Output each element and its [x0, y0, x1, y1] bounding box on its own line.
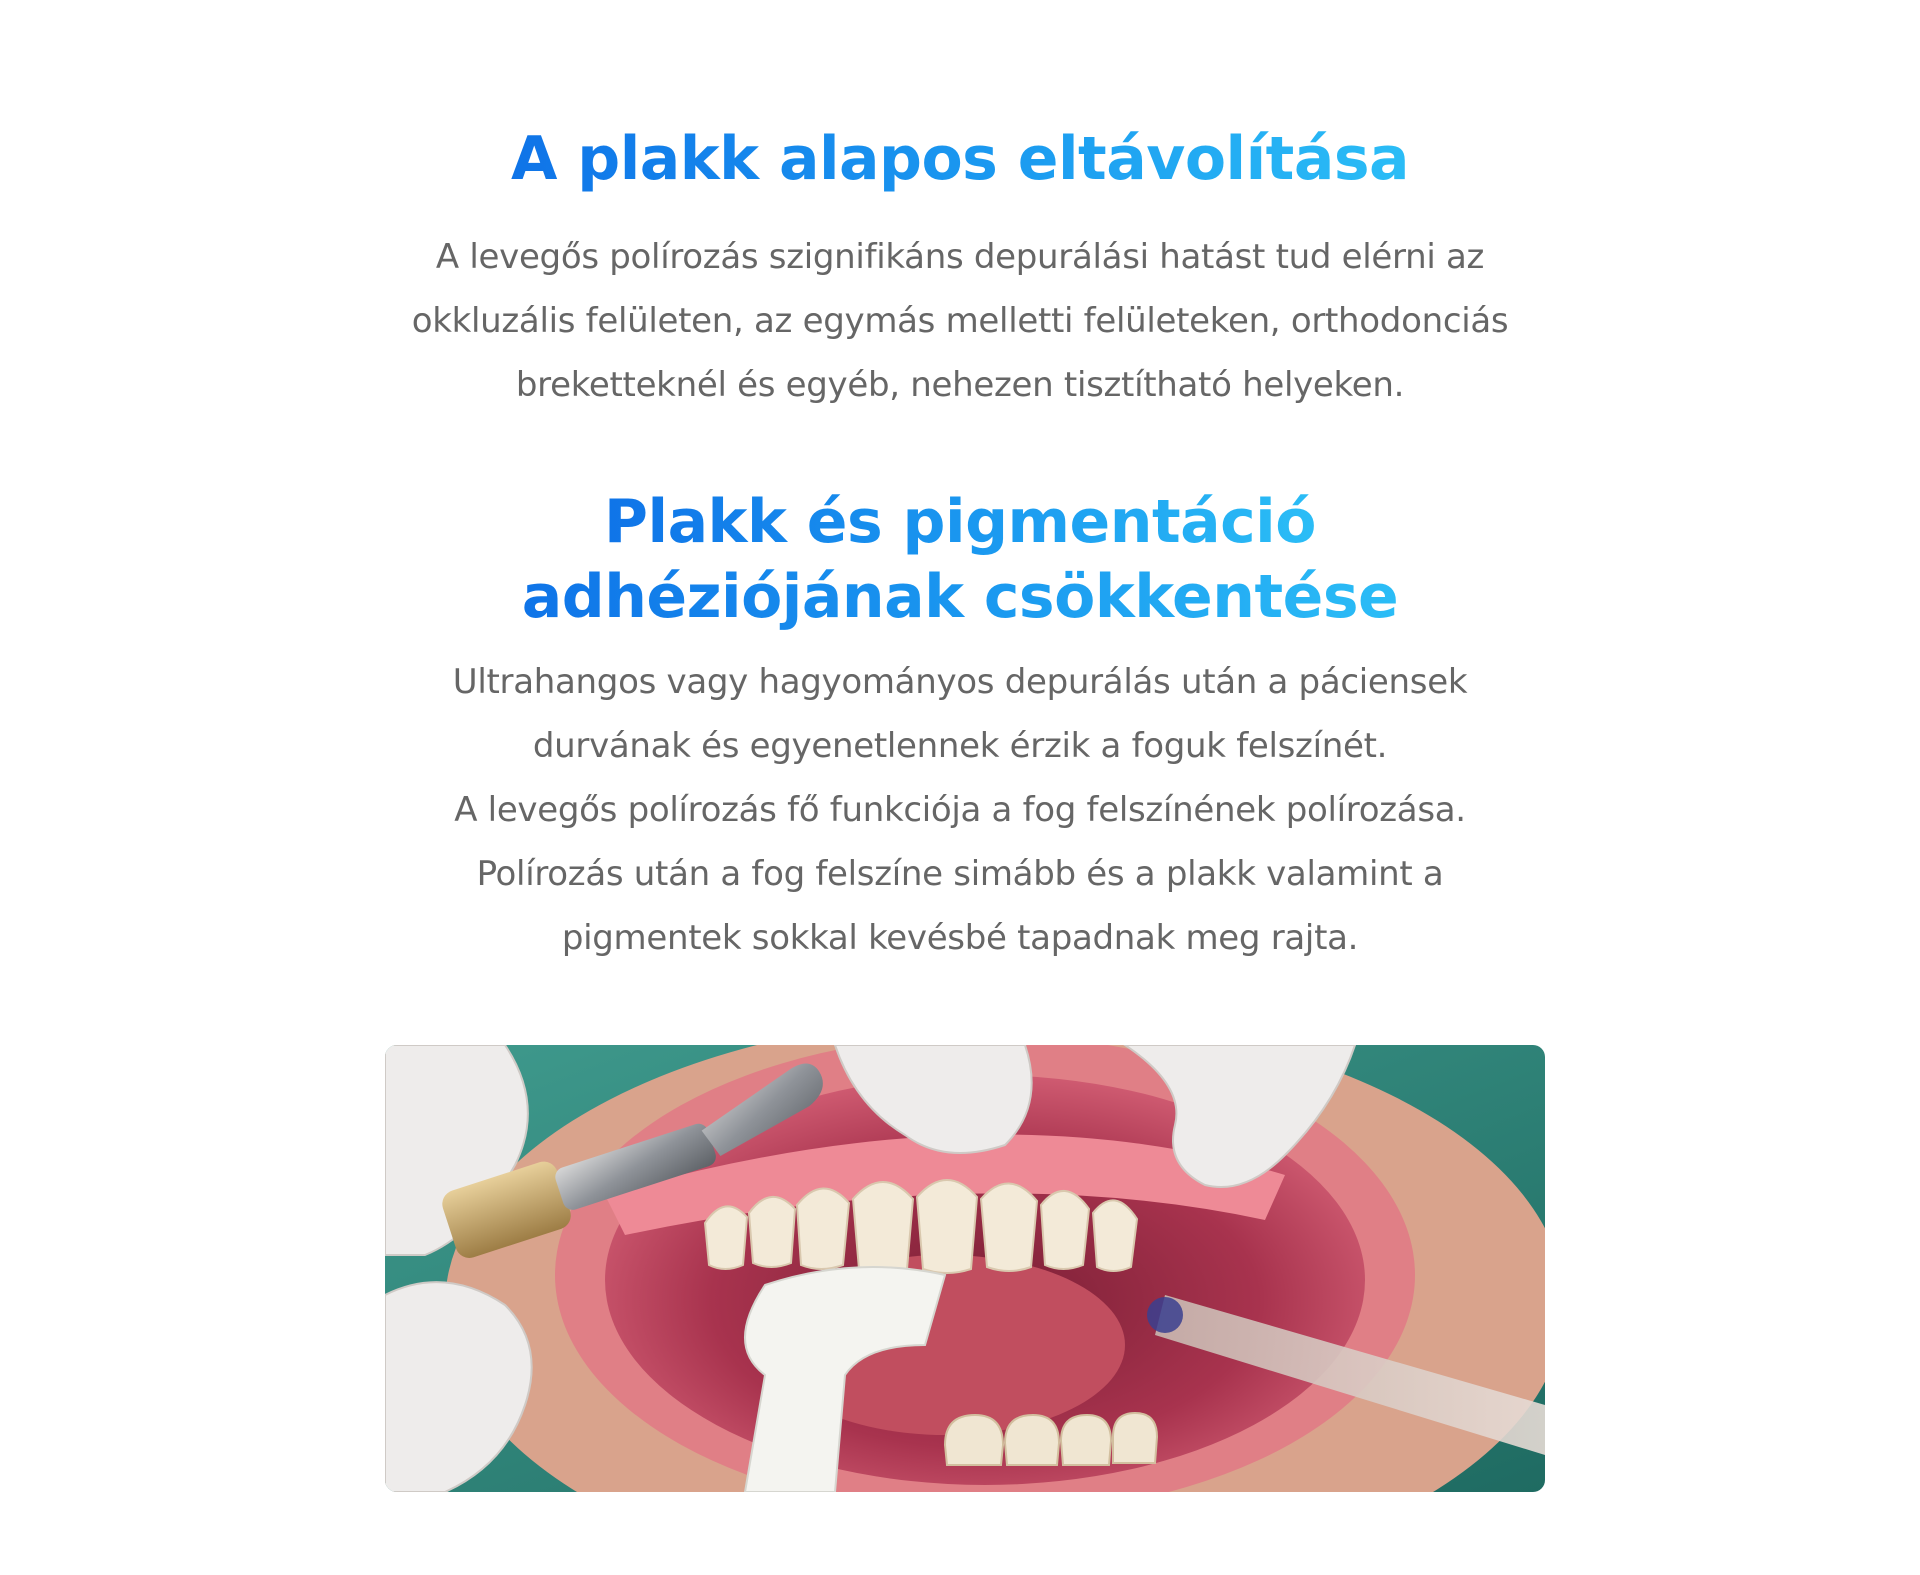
body-line: Polírozás után a fog felszíne simább és a plakk valamint a [476, 854, 1444, 894]
body-line: A levegős polírozás szignifikáns depurálási hatást tud elérni az [435, 237, 1485, 277]
body-line: breketteknél és egyéb, nehezen tisztítható helyeken. [515, 365, 1405, 405]
section-title-line: Plakk és pigmentáció [604, 487, 1316, 557]
section-title-adhesion-reduction [0, 485, 1920, 635]
section-body-adhesion-reduction [360, 650, 1560, 970]
body-line: okkluzális felületen, az egymás melletti felületeken, orthodonciás [411, 301, 1509, 341]
dental-procedure-illustration [385, 1045, 1545, 1492]
dental-procedure-photo [385, 1045, 1545, 1492]
body-line: A levegős polírozás fő funkciója a fog felszínének polírozása. [454, 790, 1466, 830]
body-line: Ultrahangos vagy hagyományos depurálás után a páciensek [452, 662, 1468, 702]
section-title-text: A plakk alapos eltávolítása [510, 124, 1410, 194]
section-title-plaque-removal [0, 122, 1920, 197]
section-body-plaque-removal [360, 225, 1560, 417]
body-line: pigmentek sokkal kevésbé tapadnak meg rajta. [561, 918, 1359, 958]
body-line: durvának és egyenetlennek érzik a foguk felszínét. [532, 726, 1388, 766]
section-title-line: adhéziójának csökkentése [521, 562, 1399, 632]
